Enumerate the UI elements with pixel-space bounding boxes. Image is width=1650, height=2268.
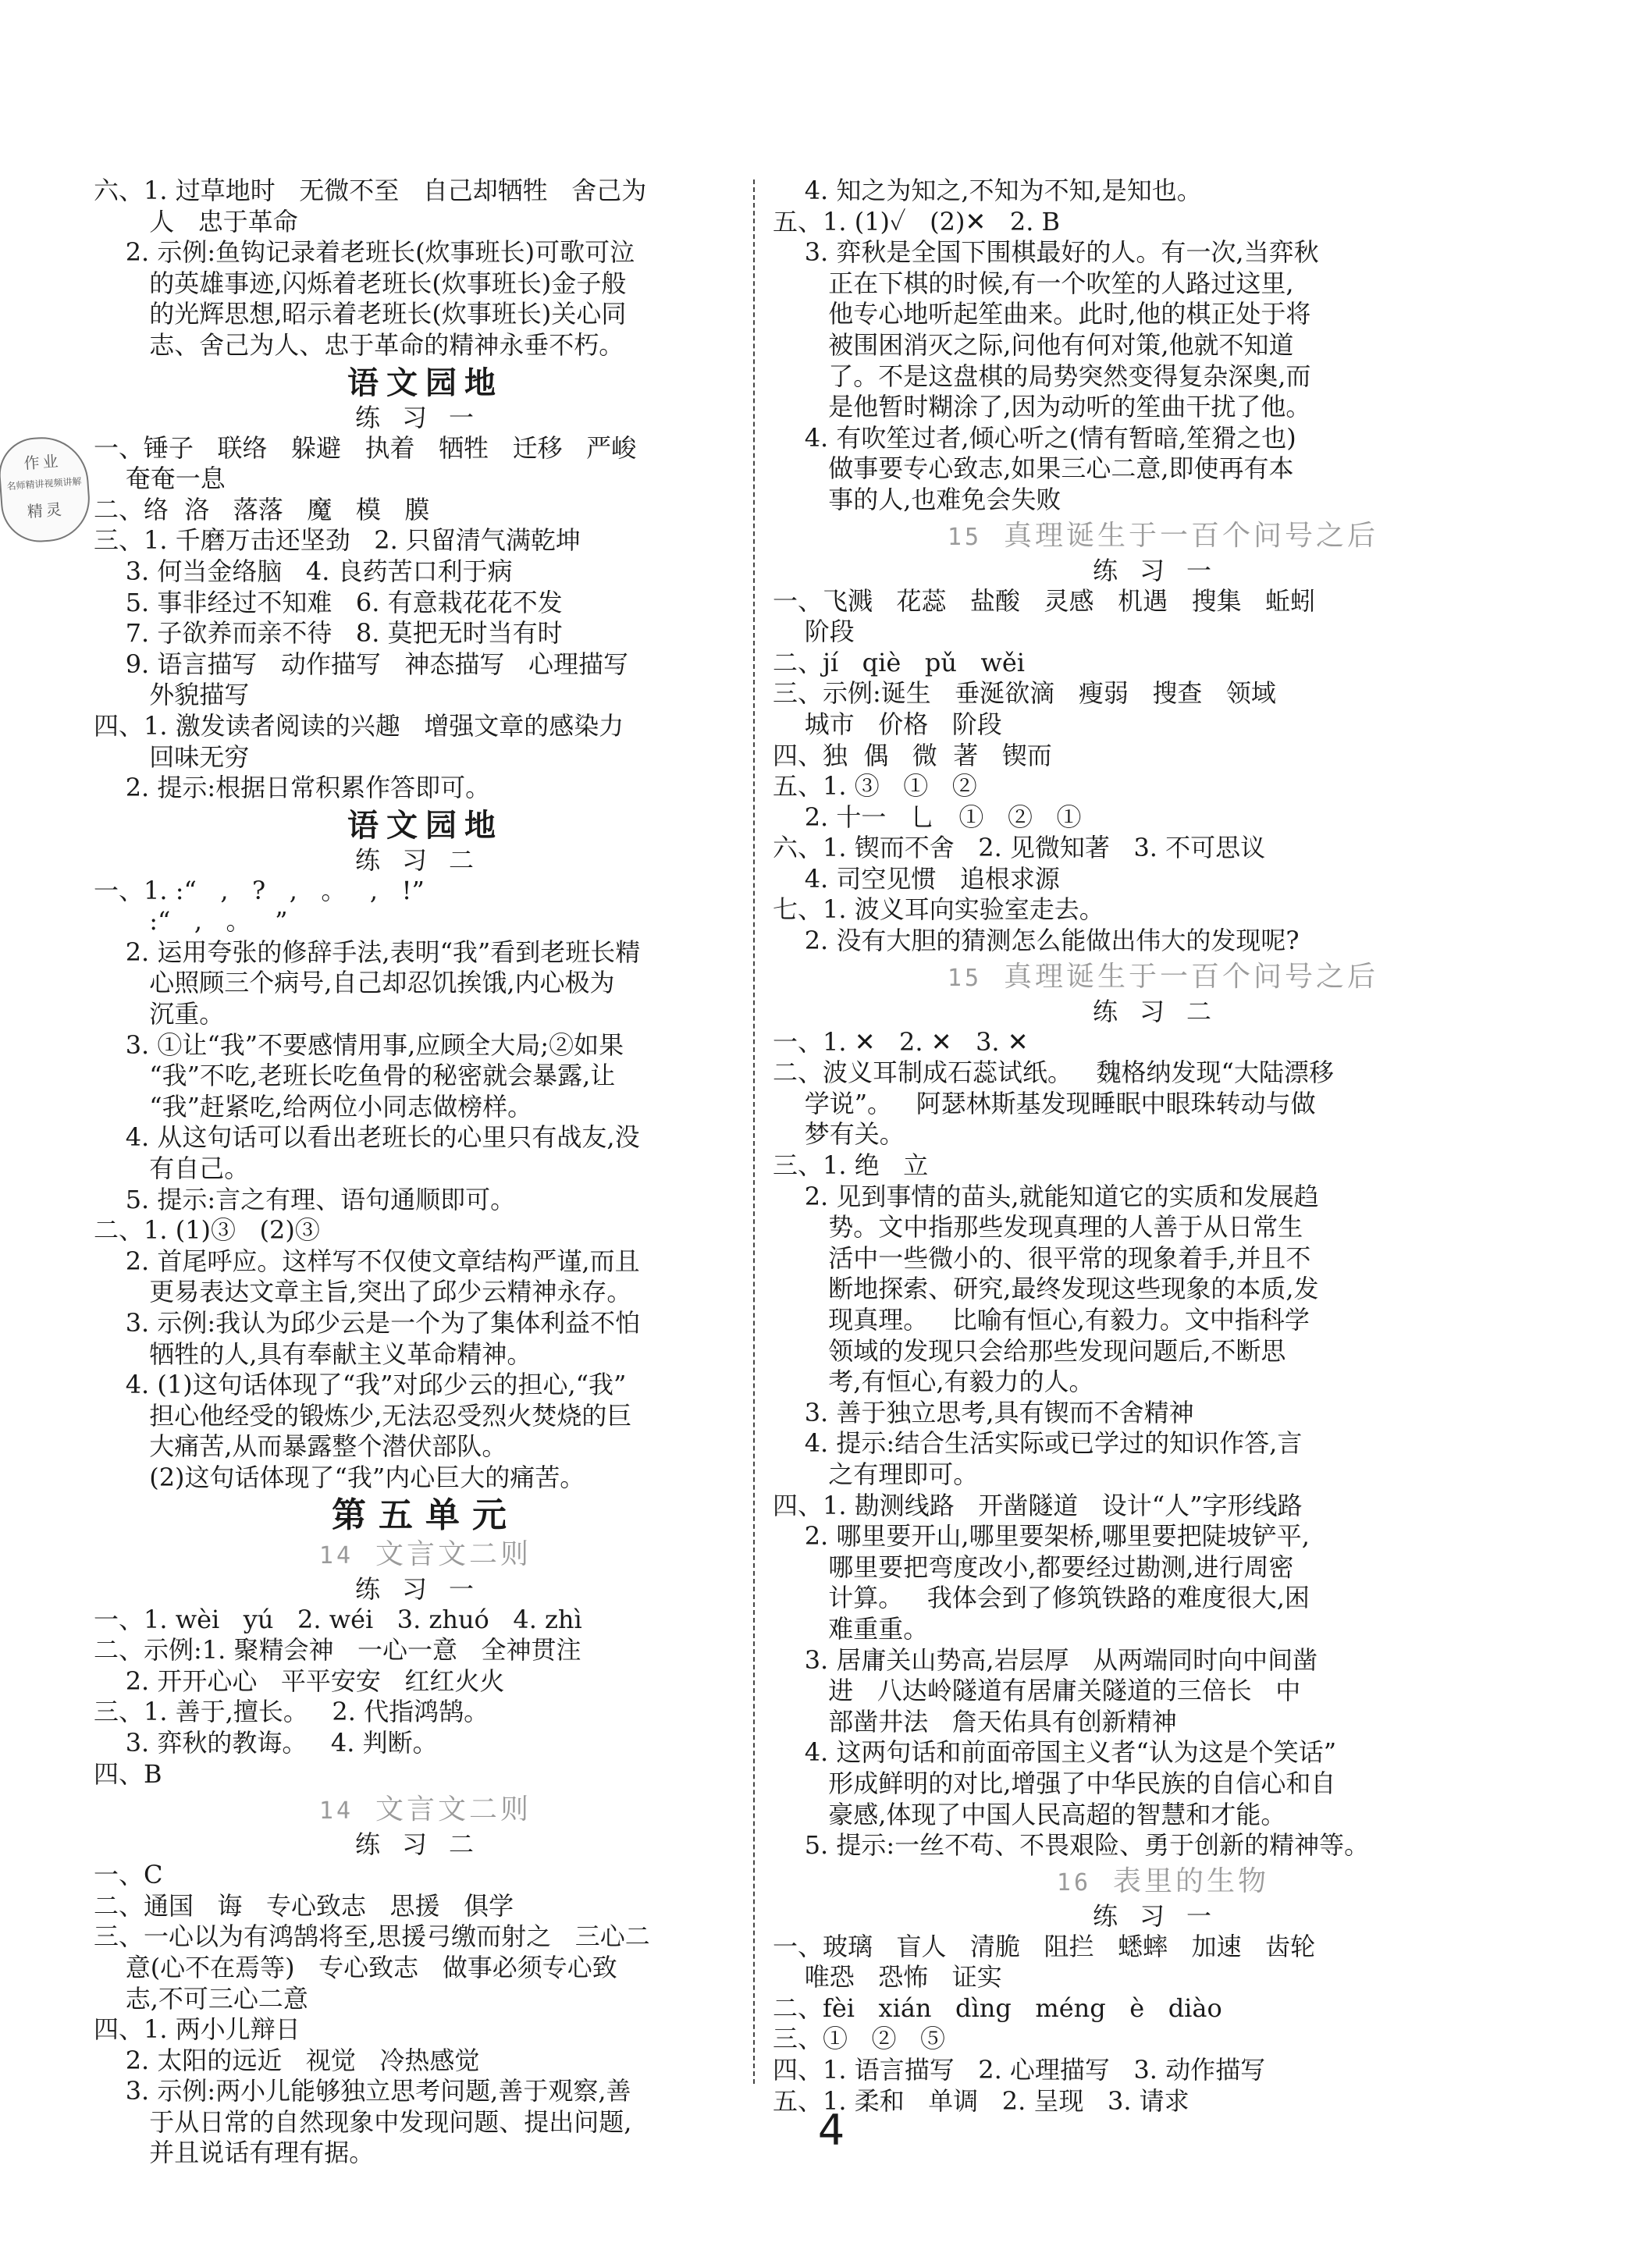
answer-line: 一、飞溅 花蕊 盐酸 灵感 机遇 搜集 蚯蚓 xyxy=(773,585,1316,616)
answer-line: 三、① ② ⑤ xyxy=(773,2024,946,2054)
answer-line: 3. 善于独立思考,具有锲而不舍精神 xyxy=(773,1397,1194,1427)
answer-line: 心照顾三个病号,自己却忍饥挨饿,内心极为 xyxy=(94,968,615,998)
answer-line: 五、1. 柔和 单调 2. 呈现 3. 请求 xyxy=(773,2085,1189,2116)
stamp-middle-text: 名师精讲视频讲解 xyxy=(6,475,82,492)
practice-heading: 练习二 xyxy=(1092,996,1233,1026)
answer-line: 意(心不在焉等) 专心致志 做事必须专心致 xyxy=(94,1952,617,1982)
answer-line: 势。文中指那些发现真理的人善于从日常生 xyxy=(773,1212,1303,1242)
lesson-title xyxy=(773,960,1553,996)
answer-line: 了。不是这盘棋的局势突然变得复杂深奥,而 xyxy=(773,361,1311,391)
answer-line: 事的人,也难免会失败 xyxy=(773,484,1061,514)
answer-line: 2. 哪里要开山,哪里要架桥,哪里要把陡坡铲平, xyxy=(773,1521,1310,1552)
answer-line: 牺牲的人,具有奉献主义革命精神。 xyxy=(94,1338,532,1369)
lesson-name: 文言文二则 xyxy=(375,1537,532,1570)
unit-heading: 第五单元 xyxy=(332,1495,519,1535)
answer-line: 城市 价格 阶段 xyxy=(773,709,1002,739)
answer-line: 一、1. ✕ 2. ✕ 3. ✕ xyxy=(773,1026,1029,1057)
answer-line: 志、舍己为人、忠于革命的精神永垂不朽。 xyxy=(94,329,624,360)
lesson-number: 14 xyxy=(318,1541,354,1569)
answer-line: 三、1. 绝 立 xyxy=(773,1150,929,1181)
answer-line: 4. 有吹笙过者,倾心听之(情有暂暗,笙猾之也) xyxy=(773,422,1296,453)
answer-line: 二、波义耳制成石蕊试纸。 魏格纳发现“大陆漂移 xyxy=(773,1058,1334,1088)
section-heading: 语文园地 xyxy=(347,364,503,401)
answer-line: :“ , 。 ” xyxy=(94,906,288,937)
page-number: 4 xyxy=(817,2106,845,2155)
answer-line: 并且说话有理有据。 xyxy=(94,2138,375,2168)
answer-line: 3. 弈秋的教诲。 4. 判断。 xyxy=(94,1727,438,1758)
answer-line: 一、1. :“ , ? , 。 , !” xyxy=(94,875,425,905)
practice-heading: 练习一 xyxy=(1092,1900,1233,1931)
practice-heading: 练习一 xyxy=(354,402,496,432)
answer-line: 六、1. 过草地时 无微不至 自己却牺牲 舍己为 xyxy=(94,176,647,205)
answer-line: 担心他经受的锻炼少,无法忍受烈火焚烧的巨 xyxy=(94,1400,632,1431)
answer-line: 唯恐 恐怖 证实 xyxy=(773,1962,1002,1992)
answer-line: 计算。 我体会到了修筑铁路的难度很大,困 xyxy=(773,1583,1310,1613)
answer-line: 三、示例:诞生 垂涎欲滴 瘦弱 搜查 领域 xyxy=(773,678,1276,709)
answer-line: 做事要专心致志,如果三心二意,即使再有本 xyxy=(773,453,1294,484)
answer-line: 正在下棋的时候,有一个吹笙的人路过这里, xyxy=(773,268,1294,298)
lesson-number: 14 xyxy=(318,1797,354,1825)
answer-line: 外貌描写 xyxy=(94,680,250,710)
answer-line: 3. ①让“我”不要感情用事,应顾全大局;②如果 xyxy=(94,1029,624,1060)
answer-line: 二、通国 诲 专心致志 思援 俱学 xyxy=(94,1890,514,1921)
answer-line: 二、1. (1)③ (2)③ xyxy=(94,1215,320,1246)
lesson-name: 真理诞生于一百个问号之后 xyxy=(1004,960,1379,993)
answer-line: 3. 弈秋是全国下围棋最好的人。有一次,当弈秋 xyxy=(773,237,1319,268)
answer-line: 有自己。 xyxy=(94,1154,250,1184)
answer-line: 更易表达文章主旨,突出了邱少云精神永存。 xyxy=(94,1277,632,1307)
answer-line: 一、锤子 联络 躲避 执着 牺牲 迁移 严峻 xyxy=(94,432,637,463)
answer-line: 4. 提示:结合生活实际或已学过的知识作答,言 xyxy=(773,1428,1303,1459)
answer-line: 3. 何当金络脑 4. 良药苦口利于病 xyxy=(94,556,513,586)
answer-line: 部凿井法 詹天佑具有创新精神 xyxy=(773,1706,1177,1737)
answer-line: (2)这句话体现了“我”内心巨大的痛苦。 xyxy=(94,1462,585,1492)
answer-line: 的光辉思想,昭示着老班长(炊事班长)关心同 xyxy=(94,299,627,329)
answer-line: 四、1. 语言描写 2. 心理描写 3. 动作描写 xyxy=(773,2055,1266,2085)
lesson-name: 表里的生物 xyxy=(1113,1865,1270,1897)
answer-line: 2. 首尾呼应。这样写不仅使文章结构严谨,而且 xyxy=(94,1246,640,1276)
answer-line: 四、独 偶 微 著 锲而 xyxy=(773,740,1052,770)
homework-stamp xyxy=(0,434,93,545)
lesson-name: 真理诞生于一百个问号之后 xyxy=(1004,519,1379,552)
answer-line: 回味无穷 xyxy=(94,741,250,772)
answer-line: 三、1. 千磨万击还坚劲 2. 只留清气满乾坤 xyxy=(94,525,581,556)
answer-line: 三、1. 善于,擅长。 2. 代指鸿鹄。 xyxy=(94,1697,489,1727)
answer-line: 3. 示例:两小儿能够独立思考问题,善于观察,善 xyxy=(94,2076,631,2106)
practice-heading: 练习一 xyxy=(1092,555,1233,585)
answer-line: 之有理即可。 xyxy=(773,1459,979,1489)
left-column xyxy=(94,176,757,2169)
answer-line: 2. 运用夸张的修辞手法,表明“我”看到老班长精 xyxy=(94,937,641,967)
answer-line: 一、玻璃 盲人 清脆 阻拦 蟋蟀 加速 齿轮 xyxy=(773,1931,1316,1961)
lesson-title xyxy=(94,1537,757,1573)
answer-line: 5. 提示:言之有理、语句通顺即可。 xyxy=(94,1184,516,1214)
answer-line: 阶段 xyxy=(773,617,855,647)
answer-line: 大痛苦,从而暴露整个潜伏部队。 xyxy=(94,1431,507,1462)
lesson-number: 15 xyxy=(947,964,983,992)
answer-line: 2. 见到事情的苗头,就能知道它的实质和发展趋 xyxy=(773,1181,1319,1211)
answer-line: 断地探索、研究,最终发现这些现象的本质,发 xyxy=(773,1274,1319,1304)
answer-line: 活中一些微小的、很平常的现象着手,并且不 xyxy=(773,1242,1311,1273)
lesson-title xyxy=(773,1865,1553,1900)
answer-line: 于从日常的自然现象中发现问题、提出问题, xyxy=(94,2106,632,2137)
answer-line: 3. 示例:我认为邱少云是一个为了集体利益不怕 xyxy=(94,1308,641,1338)
answer-line: 二、jí qiè pǔ wěi xyxy=(773,647,1026,677)
answer-line: 进 八达岭隧道有居庸关隧道的三倍长 中 xyxy=(773,1676,1301,1706)
answer-line: 二、fèi xián dìng méng è diào xyxy=(773,1992,1222,2023)
answer-line: 梦有关。 xyxy=(773,1119,905,1150)
answer-line: 六、1. 锲而不舍 2. 见微知著 3. 不可思议 xyxy=(773,833,1266,863)
lesson-number: 16 xyxy=(1056,1868,1092,1897)
lesson-number: 15 xyxy=(947,523,983,551)
answer-line: 2. 提示:根据日常积累作答即可。 xyxy=(94,773,491,803)
stamp-top-text: 作业 xyxy=(23,451,62,473)
answer-line: 四、1. 两小儿辩日 xyxy=(94,2014,300,2045)
answer-line: 3. 居庸关山势高,岩层厚 从两端同时向中间凿 xyxy=(773,1644,1318,1675)
answer-line: 沉重。 xyxy=(94,999,225,1029)
answer-line: 四、B xyxy=(94,1758,162,1789)
answer-line: “我”赶紧吃,给两位小同志做榜样。 xyxy=(94,1091,533,1122)
answer-line: 4. 从这句话可以看出老班长的心里只有战友,没 xyxy=(94,1122,640,1153)
answer-line: 奄奄一息 xyxy=(94,464,226,494)
right-column xyxy=(773,176,1553,2117)
answer-line: 9. 语言描写 动作描写 神态描写 心理描写 xyxy=(94,649,628,679)
answer-line: 二、示例:1. 聚精会神 一心一意 全神贯注 xyxy=(94,1635,581,1665)
answer-line: 考,有恒心,有毅力的人。 xyxy=(773,1367,1094,1397)
answer-line: 现真理。 比喻有恒心,有毅力。文中指科学 xyxy=(773,1305,1310,1335)
answer-line: 4. 司空见惯 追根求源 xyxy=(773,863,1060,894)
answer-line: 一、C xyxy=(94,1860,163,1890)
answer-line: 被围困消灭之际,问他有何对策,他就不知道 xyxy=(773,329,1294,360)
stamp-bottom-text: 精灵 xyxy=(27,499,66,521)
practice-heading: 练习二 xyxy=(354,844,496,875)
answer-line: “我”不吃,老班长吃鱼骨的秘密就会暴露,让 xyxy=(94,1061,616,1091)
answer-line: 2. 十一 乚 ① ② ① xyxy=(773,802,1082,832)
answer-line: 人 忠于革命 xyxy=(94,206,298,236)
answer-line: 志,不可三心二意 xyxy=(94,1983,308,2014)
answer-line: 7. 子欲养而亲不待 8. 莫把无时当有时 xyxy=(94,618,563,649)
answer-line: 一、1. wèi yú 2. wéi 3. zhuó 4. zhì xyxy=(94,1604,582,1634)
answer-line: 的英雄事迹,闪烁着老班长(炊事班长)金子般 xyxy=(94,268,627,298)
answer-line: 七、1. 波义耳向实验室走去。 xyxy=(773,894,1104,925)
answer-line: 形成鲜明的对比,增强了中华民族的自信心和自 xyxy=(773,1768,1336,1798)
answer-line: 5. 提示:一丝不苟、不畏艰险、勇于创新的精神等。 xyxy=(773,1830,1370,1861)
answer-line: 5. 事非经过不知难 6. 有意栽花花不发 xyxy=(94,587,563,617)
answer-line: 2. 开开心心 平平安安 红红火火 xyxy=(94,1665,505,1696)
answer-line: 学说”。 阿瑟林斯基发现睡眠中眼珠转动与做 xyxy=(773,1088,1316,1118)
answer-line: 五、1. (1)✓ (2)✕ 2. B xyxy=(773,206,1061,236)
lesson-title xyxy=(773,519,1553,555)
answer-line: 豪感,体现了中国人民高超的智慧和才能。 xyxy=(773,1799,1286,1829)
answer-line: 四、1. 勘测线路 开凿隧道 设计“人”字形线路 xyxy=(773,1490,1303,1520)
answer-line: 领域的发现只会给那些发现问题后,不断思 xyxy=(773,1335,1286,1366)
answer-line: 哪里要把弯度改小,都要经过勘测,进行周密 xyxy=(773,1552,1294,1582)
answer-line: 4. (1)这句话体现了“我”对邱少云的担心,“我” xyxy=(94,1370,627,1400)
answer-line: 2. 没有大胆的猜测怎么能做出伟大的发现呢? xyxy=(773,926,1300,956)
answer-line: 四、1. 激发读者阅读的兴趣 增强文章的感染力 xyxy=(94,710,624,741)
answer-line: 三、一心以为有鸿鹄将至,思援弓缴而射之 三心二 xyxy=(94,1921,650,1952)
answer-line: 是他暂时糊涂了,因为动听的笙曲干扰了他。 xyxy=(773,392,1311,422)
practice-heading: 练习二 xyxy=(354,1829,496,1860)
answer-line: 2. 太阳的远近 视觉 冷热感觉 xyxy=(94,2045,480,2075)
answer-line: 五、1. ③ ① ② xyxy=(773,771,977,802)
answer-line: 4. 知之为知之,不知为不知,是知也。 xyxy=(773,176,1202,205)
lesson-title xyxy=(94,1793,757,1829)
answer-line: 4. 这两句话和前面帝国主义者“认为这是个笑话” xyxy=(773,1737,1337,1768)
practice-heading: 练习一 xyxy=(354,1573,496,1604)
answer-line: 难重重。 xyxy=(773,1613,929,1644)
answer-line: 2. 示例:鱼钩记录着老班长(炊事班长)可歌可泣 xyxy=(94,237,635,268)
lesson-name: 文言文二则 xyxy=(375,1793,532,1826)
answer-line: 二、络 洛 落落 魔 模 膜 xyxy=(94,494,430,524)
answer-line: 他专心地听起笙曲来。此时,他的棋正处于将 xyxy=(773,299,1311,329)
section-heading: 语文园地 xyxy=(347,806,503,844)
